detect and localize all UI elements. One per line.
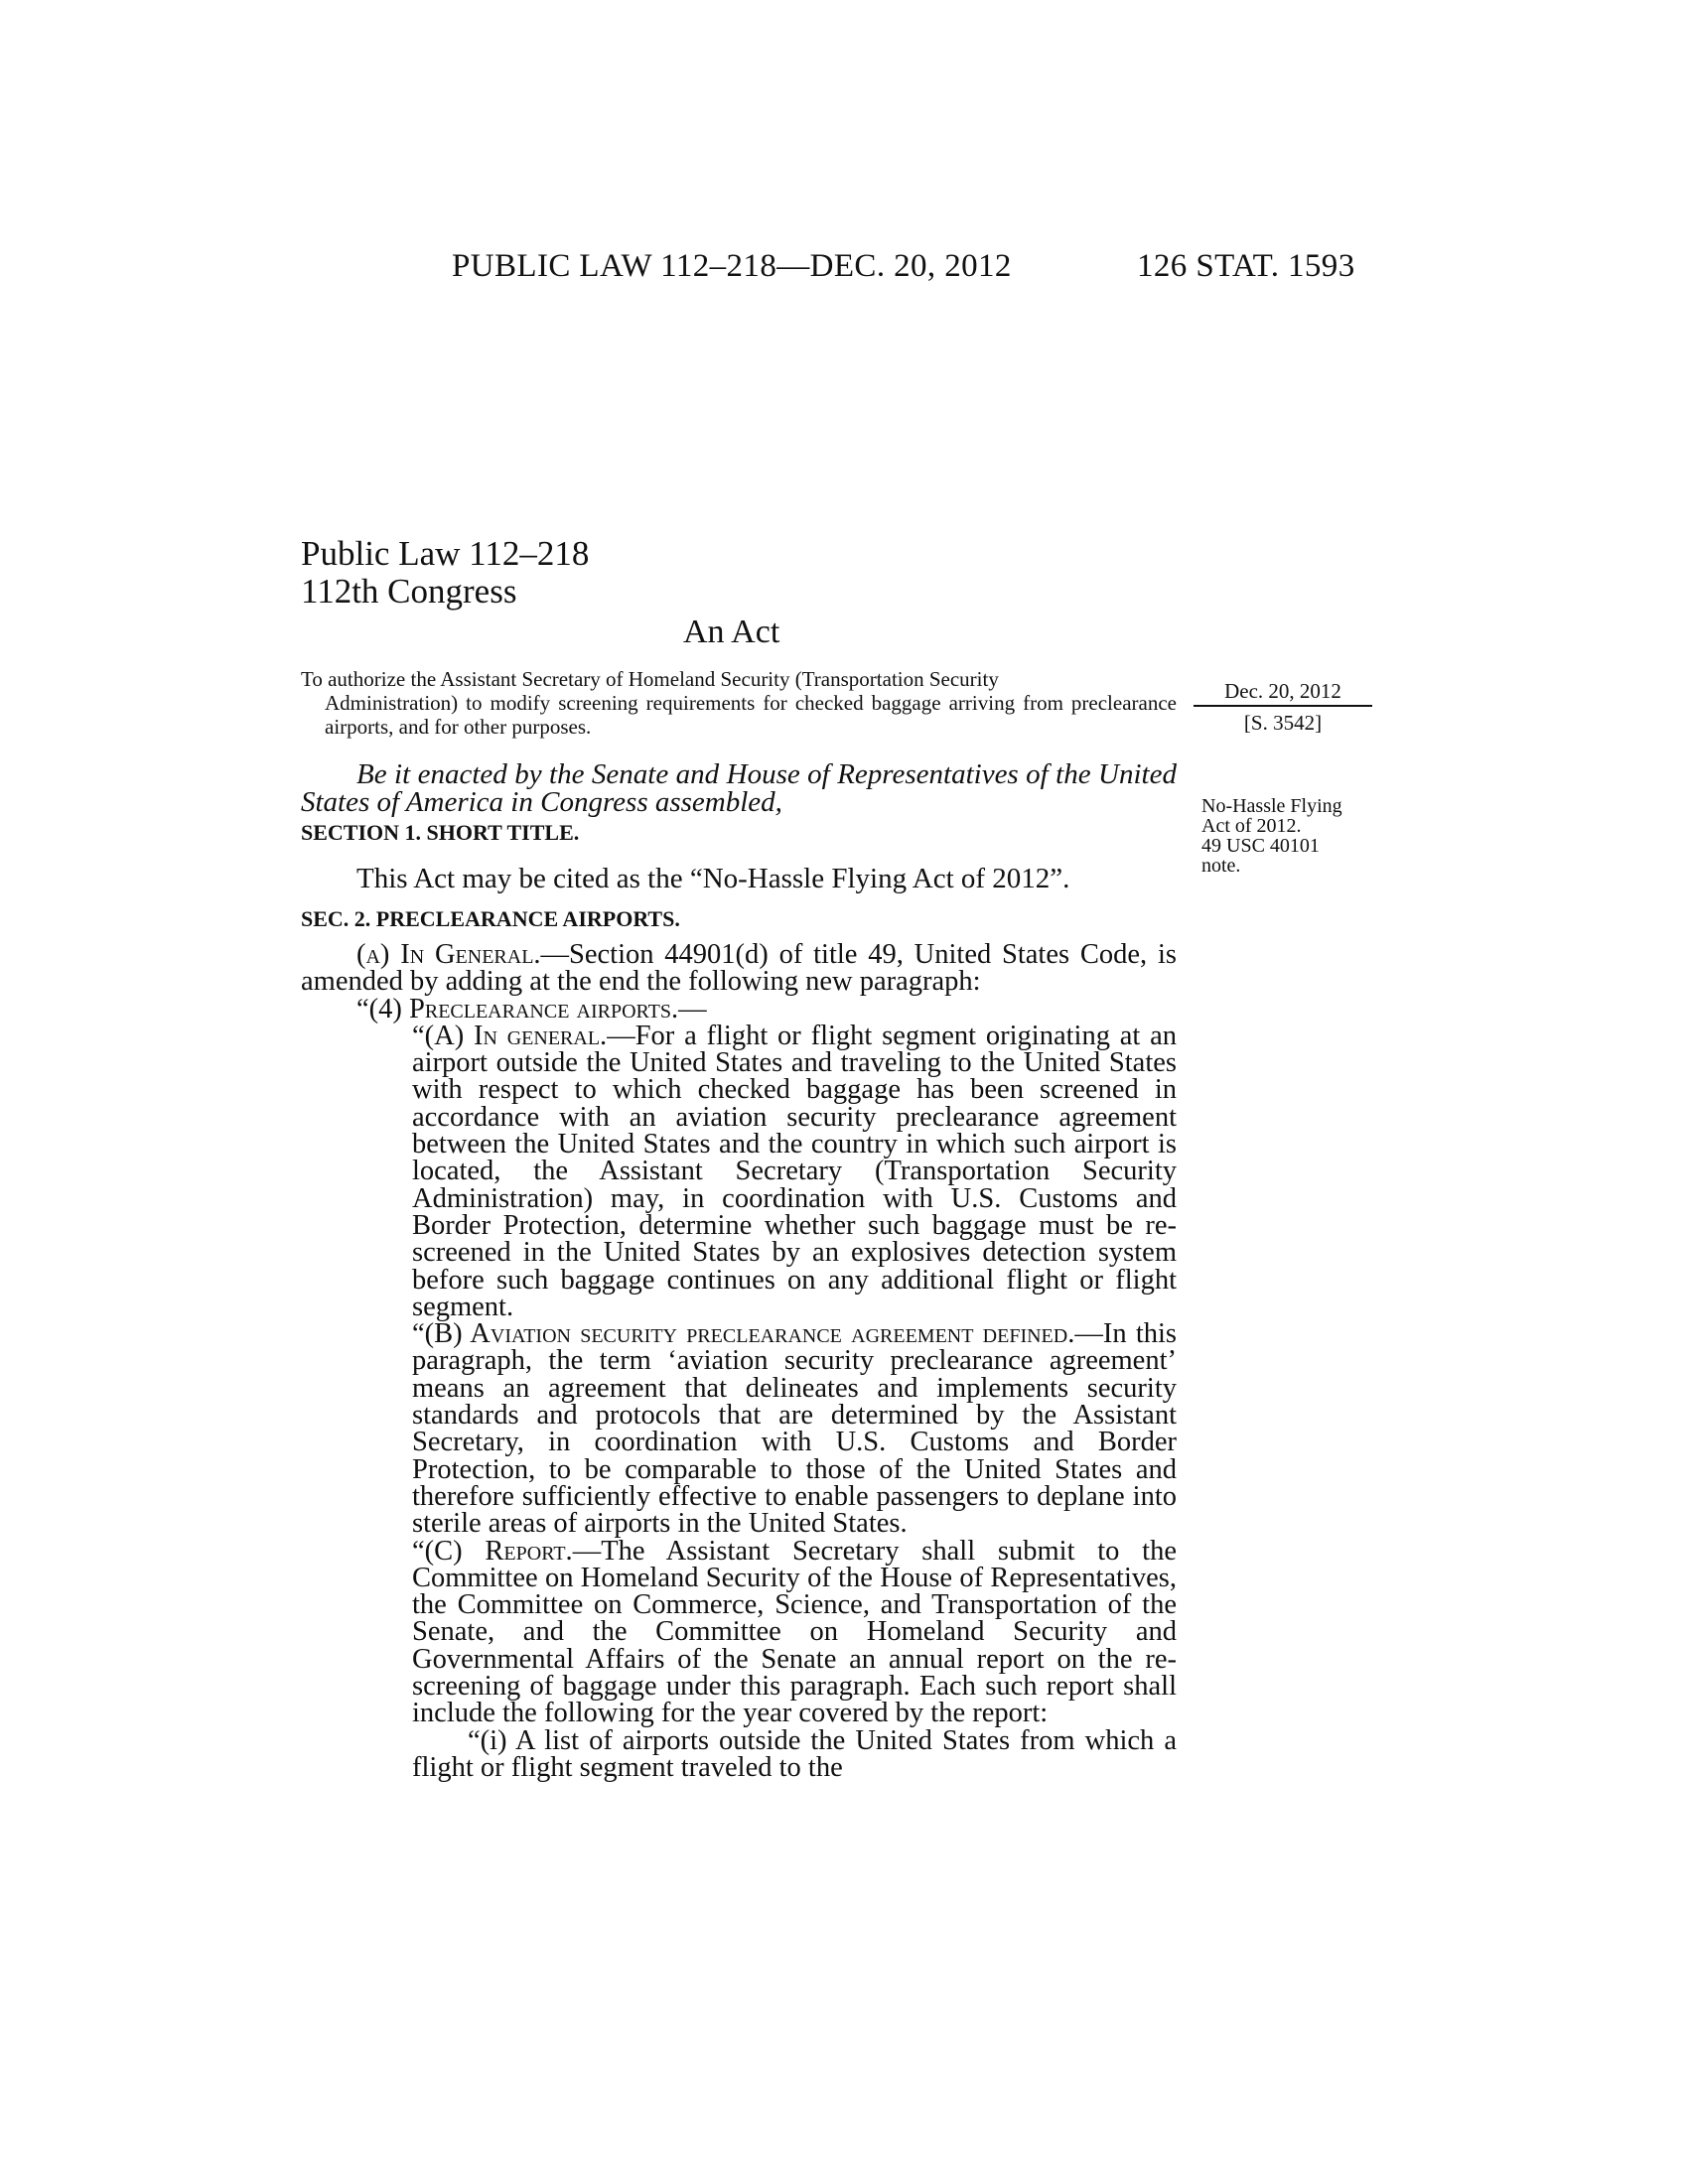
subparagraph-c	[301, 1535, 1177, 1729]
subparagraph-c-label: “(C) Report.	[412, 1535, 573, 1567]
purpose-first-line: To authorize the Assistant Secretary of Homeland Security (Transportation Security	[301, 667, 999, 691]
running-head-page: 126 STAT. 1593	[1137, 248, 1355, 284]
subparagraph-b	[301, 1318, 1178, 1540]
enacting-clause	[301, 760, 1177, 816]
margin-note-line: Act of 2012.	[1201, 815, 1302, 837]
margin-bill-number: [S. 3542]	[1243, 711, 1323, 735]
subsection-a	[301, 941, 1177, 996]
clause-i-text: “(i) A list of airports outside the United States from which a flight or flight segment traveled to the	[412, 1724, 1177, 1783]
subparagraph-a-text: —For a flight or flight segment originating at an airport outside the United States and traveling to the United States with respect to which checked baggage has been screened in accordance with an aviation security preclearance agreement between the United States and the country in which such airport is located, the Assistant Secretary (Transportation Security Administration) may, in coordination with U.S. Customs and Border Protection, determine whether such baggage must be re-screened in the United States by an explosives detection system before such baggage continues on any additional flight or flight segment.	[412, 1020, 1178, 1322]
subparagraph-b-text: —In this paragraph, the term ‘aviation security preclearance agreement’ means an agreement that delineates and implements security standards and protocols that are determined by the Assistant Secretary, in coordination with U.S. Customs and Border Protection, to be comparable to those of the United States and therefore sufficiently effective to enable passengers to deplane into sterile areas of airports in the United States.	[412, 1318, 1178, 1540]
margin-note-line: 49 USC 40101	[1201, 835, 1320, 857]
section-2-heading: SEC. 2. PRECLEARANCE AIRPORTS.	[301, 906, 680, 931]
enacting-clause-text: Be it enacted by the Senate and House of Representatives of the United States of America in Congress assembled,	[301, 758, 1177, 818]
margin-approval-date: Dec. 20, 2012	[1224, 679, 1341, 703]
act-heading: An Act	[683, 614, 780, 650]
subparagraph-c-text: —The Assistant Secretary shall submit to the Committee on Homeland Security of the House of Representatives, the Committee on Commerce, Science, and Transportation of the Senate, and the Committee on Homeland Security and Governmental Affairs of the Senate an annual report on the re-screening of baggage under this paragraph. Each such report shall include the following for the year covered by the report:	[412, 1535, 1177, 1729]
margin-note-line: No-Hassle Flying	[1201, 795, 1342, 817]
purpose-continuation: Administration) to modify screening requirements for checked baggage arriving from preclearance airports, and for other purposes.	[325, 691, 1177, 739]
purpose-clause	[301, 667, 1177, 739]
public-law-number: Public Law 112–218	[301, 534, 590, 573]
subparagraph-a-label: “(A) In general.	[412, 1020, 608, 1051]
paragraph-4	[301, 993, 1177, 1024]
section-1-heading: SECTION 1. SHORT TITLE.	[301, 820, 580, 845]
running-head-title: PUBLIC LAW 112–218—DEC. 20, 2012	[452, 248, 1012, 284]
subparagraph-b-label: “(B) Aviation security preclearance agreement defined.	[412, 1318, 1075, 1350]
margin-divider	[1194, 705, 1372, 707]
margin-note-line: note.	[1201, 855, 1241, 877]
margin-note	[1201, 796, 1390, 876]
section-2-body	[301, 941, 1177, 1781]
subparagraph-a	[301, 1020, 1178, 1322]
clause-i	[253, 1724, 1177, 1783]
congress-number: 112th Congress	[301, 572, 517, 611]
subsection-a-text: —Section 44901(d) of title 49, United States Code, is amended by adding at the end the following new paragraph:	[301, 939, 1177, 998]
section-1-text: This Act may be cited as the “No-Hassle Flying Act of 2012”.	[356, 863, 1070, 894]
subsection-a-label: (a) In General.	[356, 939, 541, 970]
paragraph-4-dash: —	[678, 993, 707, 1024]
paragraph-4-label: “(4) Preclearance airports.	[356, 993, 679, 1024]
